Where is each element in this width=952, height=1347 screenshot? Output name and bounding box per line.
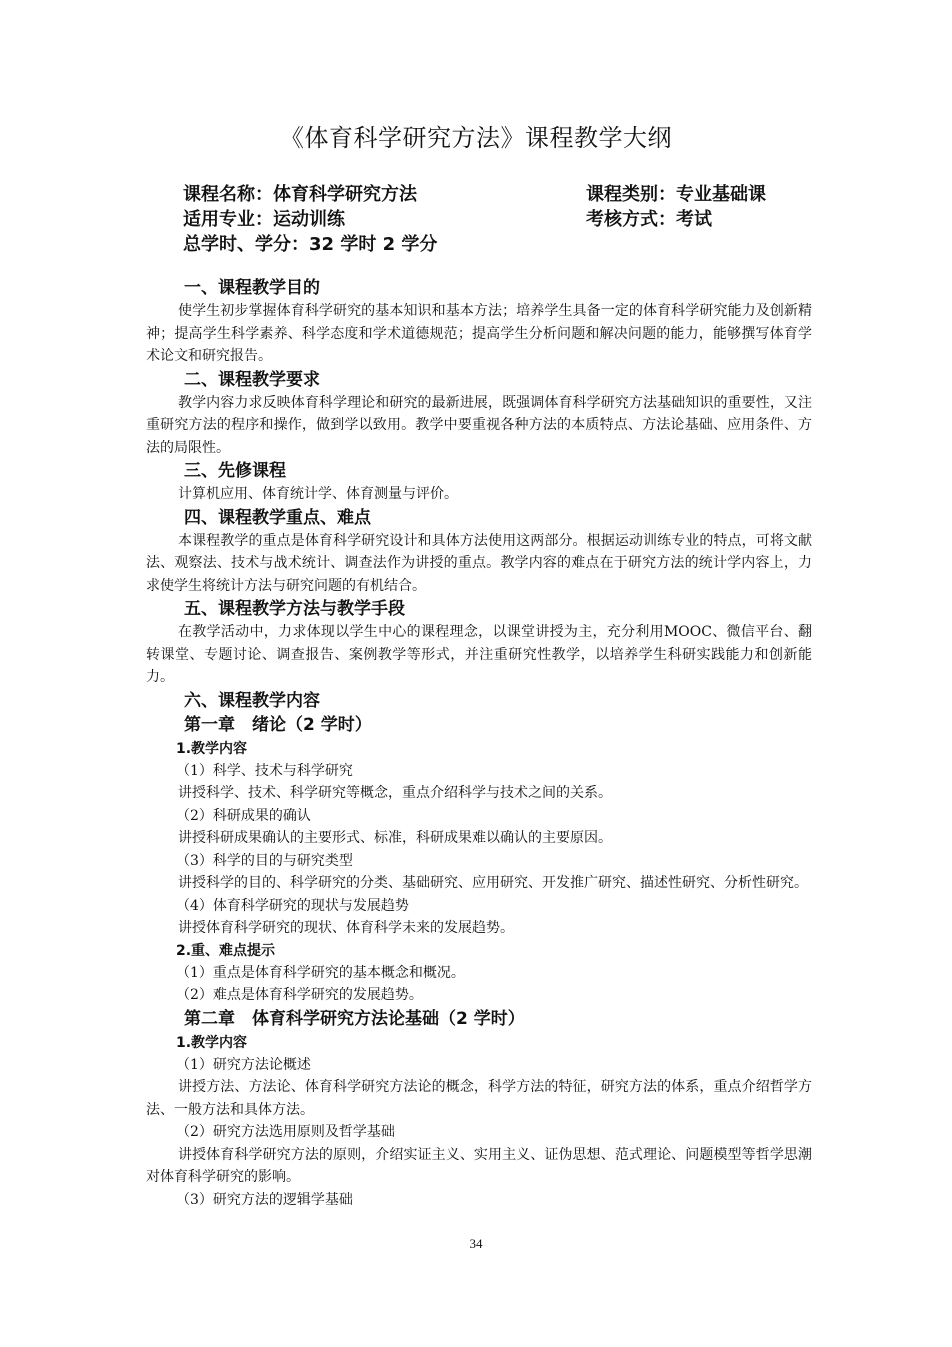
item-text: 讲授科学的目的、科学研究的分类、基础研究、应用研究、开发推广研究、描述性研究、分析性研究。 [178, 875, 808, 891]
section-heading: 五、课程教学方法与教学手段 [184, 599, 405, 619]
section-heading: 三、先修课程 [184, 461, 286, 481]
section-text: 计算机应用、体育统计学、体育测量与评价。 [178, 486, 458, 502]
syllabus-body [146, 276, 812, 1211]
chapter-heading: 第一章 绪论（2 学时） [184, 714, 372, 735]
section-text: 在教学活动中，力求体现以学生中心的课程理念，以课堂讲授为主，充分利用MOOC、微信平台、翻转课堂、专题讨论、调查报告、案例教学等形式，并注重研究性教学，以培养学生科研实践能力和创新能力。 [146, 624, 812, 685]
document-title: 《体育科学研究方法》课程教学大纲 [280, 124, 672, 152]
key-point: （1）重点是体育科学研究的基本概念和概况。 [176, 964, 465, 981]
section-heading: 六、课程教学内容 [184, 690, 320, 711]
item-title: （2）研究方法选用原则及哲学基础 [176, 1124, 395, 1140]
item-title: （3）研究方法的逻辑学基础 [176, 1191, 353, 1208]
section-heading: 二、课程教学要求 [184, 369, 320, 390]
item-text: 讲授体育科学研究的现状、体育科学未来的发展趋势。 [178, 920, 514, 936]
item-title: （2）科研成果的确认 [176, 807, 311, 824]
item-text: 讲授体育科学研究方法的原则，介绍实证主义、实用主义、证伪思想、范式理论、问题模型等哲学思潮对体育科学研究的影响。 [146, 1146, 812, 1185]
page-number: 34 [469, 1236, 483, 1251]
difficult-point: （2）难点是体育科学研究的发展趋势。 [176, 987, 423, 1003]
section-text: 本课程教学的重点是体育科学研究设计和具体方法使用这两部分。根据运动训练专业的特点，可将文献法、观察法、技术与战术统计、调查法作为讲授的重点。教学内容的难点在于研究方法的统计学内容上，力求使学生将统计方法与研究问题的有机结合。 [146, 532, 812, 594]
hours-credits: 总学时、学分：32 学时 2 学分 [183, 234, 438, 255]
item-title: （3）科学的目的与研究类型 [176, 852, 353, 869]
item-text: 讲授科研成果确认的主要形式、标准，科研成果难以确认的主要原因。 [178, 830, 612, 846]
course-type: 课程类别：专业基础课 [586, 184, 766, 205]
item-title: （1）科学、技术与科学研究 [176, 762, 353, 779]
item-title: （4）体育科学研究的现状与发展趋势 [176, 897, 409, 914]
applicable-major: 适用专业：运动训练 [183, 209, 345, 230]
chapter-heading: 第二章 体育科学研究方法论基础（2 学时） [184, 1008, 525, 1029]
assessment-method: 考核方式：考试 [586, 209, 712, 230]
item-text: 讲授方法、方法论、体育科学研究方法论的概念，科学方法的特征，研究方法的体系，重点介绍哲学方法、一般方法和具体方法。 [146, 1079, 812, 1118]
section-text: 教学内容力求反映体育科学理论和研究的最新进展，既强调体育科学研究方法基础知识的重要性，又注重研究方法的程序和操作，做到学以致用。教学中要重视各种方法的本质特点、方法论基础、应用条件、方法的局限性。 [146, 394, 812, 456]
item-text: 讲授科学、技术、科学研究等概念，重点介绍科学与技术之间的关系。 [178, 785, 612, 801]
subsection-label: 1.教学内容 [176, 740, 248, 757]
subsection-label: 1.教学内容 [176, 1034, 248, 1051]
section-heading: 一、课程教学目的 [184, 278, 320, 298]
section-text: 使学生初步掌握体育科学研究的基本知识和基本方法；培养学生具备一定的体育科学研究能力及创新精神；提高学生科学素养、科学态度和学术道德规范；提高学生分析问题和解决问题的能力，能够撰写体育学术论文和研究报告。 [146, 303, 812, 364]
section-heading: 四、课程教学重点、难点 [184, 507, 371, 528]
subsection-label: 2.重、难点提示 [176, 942, 276, 959]
item-title: （1）研究方法论概述 [176, 1056, 311, 1073]
course-name: 课程名称：体育科学研究方法 [183, 184, 417, 205]
